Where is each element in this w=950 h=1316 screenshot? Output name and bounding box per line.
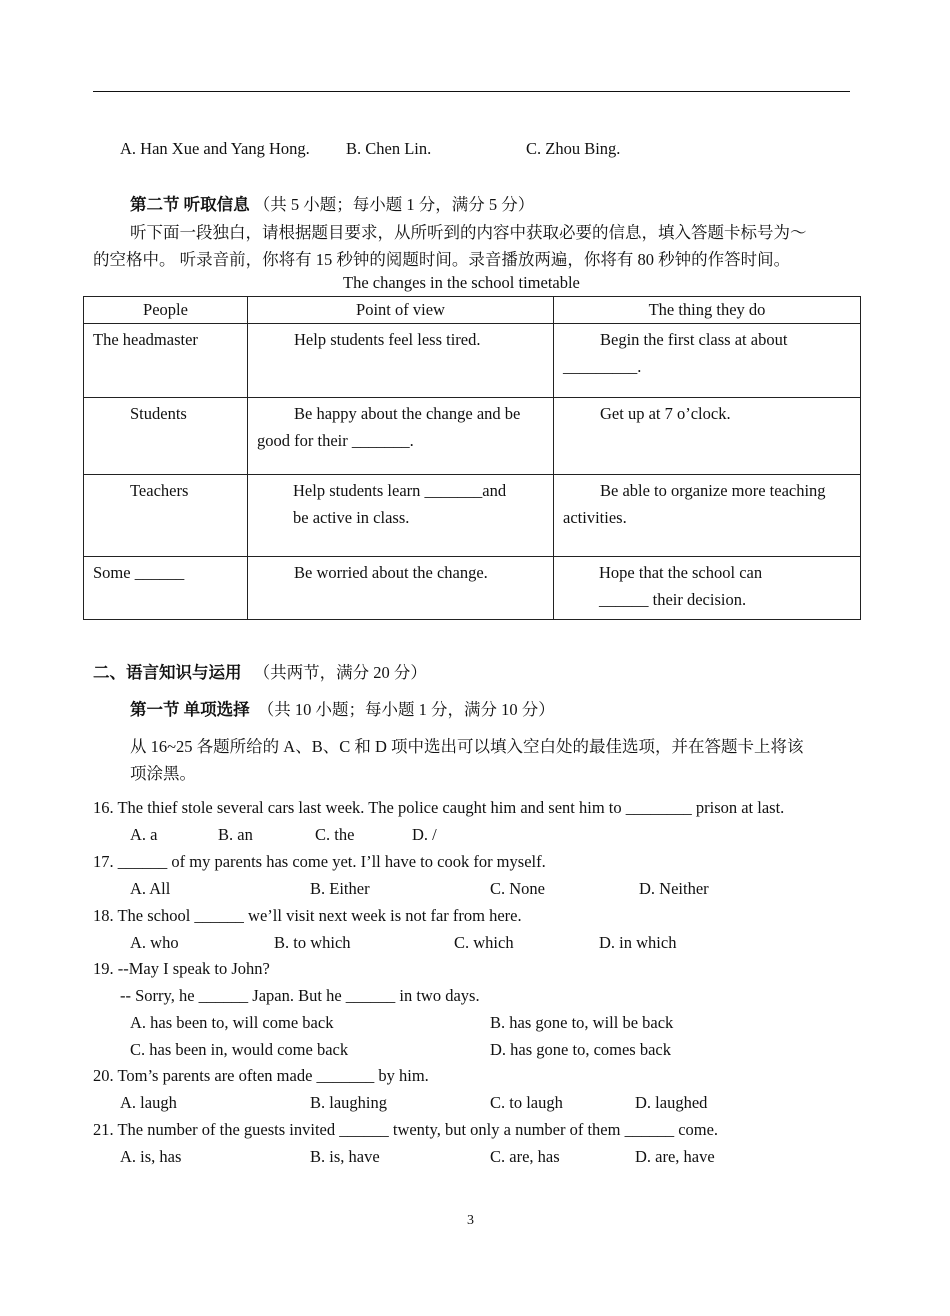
option-d: D. / [412,825,437,844]
option-d: D. Neither [639,879,709,898]
option-d: D. has gone to, comes back [490,1040,671,1059]
option-d: D. in which [599,933,677,952]
section1-title: 第一节 单项选择 [130,700,250,719]
table-row [84,557,861,620]
cell-thing: Begin the first class at about _________. [563,330,788,376]
page-number: 3 [467,1213,474,1228]
option-a: A. Han Xue and Yang Hong. [120,139,310,158]
option-a: A. laugh [120,1093,177,1112]
section2-meta: （共 5 小题；每小题 1 分，满分 5 分） [253,195,535,214]
part2-meta: （共两节，满分 20 分） [253,663,427,682]
question-19: 19. --May I speak to John? [93,959,270,978]
section2-instruction-1: 听下面一段独白，请根据题目要求，从所听到的内容中获取必要的信息，填入答题卡标号为～ [130,223,807,242]
header-view: Point of view [248,297,554,324]
cell-view: Be happy about the change and be good for their _______. [257,404,521,450]
table-row [84,398,861,475]
timetable-table [83,296,861,620]
cell-thing: Get up at 7 o’clock. [600,404,731,423]
cell-people: Students [130,404,187,423]
cell-people: Some ______ [93,563,185,582]
cell-people: Teachers [130,481,189,500]
option-c: C. the [315,825,355,844]
option-b: B. Chen Lin. [346,139,432,158]
option-c: C. has been in, would come back [130,1040,349,1059]
header-rule [93,91,850,92]
question-17: 17. ______ of my parents has come yet. I’ll have to cook for myself. [93,852,546,871]
table-title: The changes in the school timetable [343,273,580,292]
option-c: C. are, has [490,1147,560,1166]
cell-view: Help students learn _______and be active in class. [293,481,507,527]
cell-view: Be worried about the change. [294,563,488,582]
option-b: B. an [218,825,253,844]
option-d: D. are, have [635,1147,715,1166]
option-c: C. which [454,933,514,952]
option-d: D. laughed [635,1093,708,1112]
question-19-line-2: -- Sorry, he ______ Japan. But he ______ in two days. [120,986,480,1005]
cell-view: Help students feel less tired. [294,330,481,349]
section1-instruction-1: 从 16~25 各题所给的 A、B、C 和 D 项中选出可以填入空白处的最佳选项，并在答题卡上将该 [130,737,804,756]
option-b: B. laughing [310,1093,387,1112]
option-a: A. All [130,879,171,898]
option-a: A. is, has [120,1147,182,1166]
section2-instruction-2: 的空格中。 听录音前，你将有 15 秒钟的阅题时间。录音播放两遍，你将有 80 秒钟的作答时间。 [93,250,791,269]
question-21: 21. The number of the guests invited ______ twenty, but only a number of them ______ come. [93,1120,719,1139]
part2-title: 二、语言知识与运用 [93,663,242,682]
option-b: B. is, have [310,1147,380,1166]
part2-heading [93,659,427,683]
option-b: B. Either [310,879,370,898]
section2-title: 第二节 听取信息 [130,195,250,214]
option-b: B. to which [274,933,351,952]
question-18: 18. The school ______ we’ll visit next week is not far from here. [93,906,522,925]
table-row [84,324,861,398]
cell-people: The headmaster [93,330,198,349]
section2-heading [130,191,534,215]
section1-heading [130,696,555,720]
option-c: C. None [490,879,545,898]
option-b: B. has gone to, will be back [490,1013,674,1032]
question-16: 16. The thief stole several cars last week. The police caught him and sent him to ________ prison at last. [93,798,785,817]
header-people: People [84,297,248,324]
cell-thing: Be able to organize more teaching activities. [563,481,826,527]
option-c: C. to laugh [490,1093,563,1112]
table-header-row [84,297,861,324]
option-a: A. a [130,825,158,844]
option-c: C. Zhou Bing. [526,139,621,158]
cell-thing: Hope that the school can ______ their decision. [599,563,763,609]
question-20: 20. Tom’s parents are often made _______ by him. [93,1066,429,1085]
section1-meta: （共 10 小题；每小题 1 分，满分 10 分） [257,700,555,719]
header-thing: The thing they do [554,297,861,324]
table-row [84,475,861,557]
option-a: A. has been to, will come back [130,1013,334,1032]
section1-instruction-2: 项涂黑。 [130,764,196,783]
option-a: A. who [130,933,179,952]
